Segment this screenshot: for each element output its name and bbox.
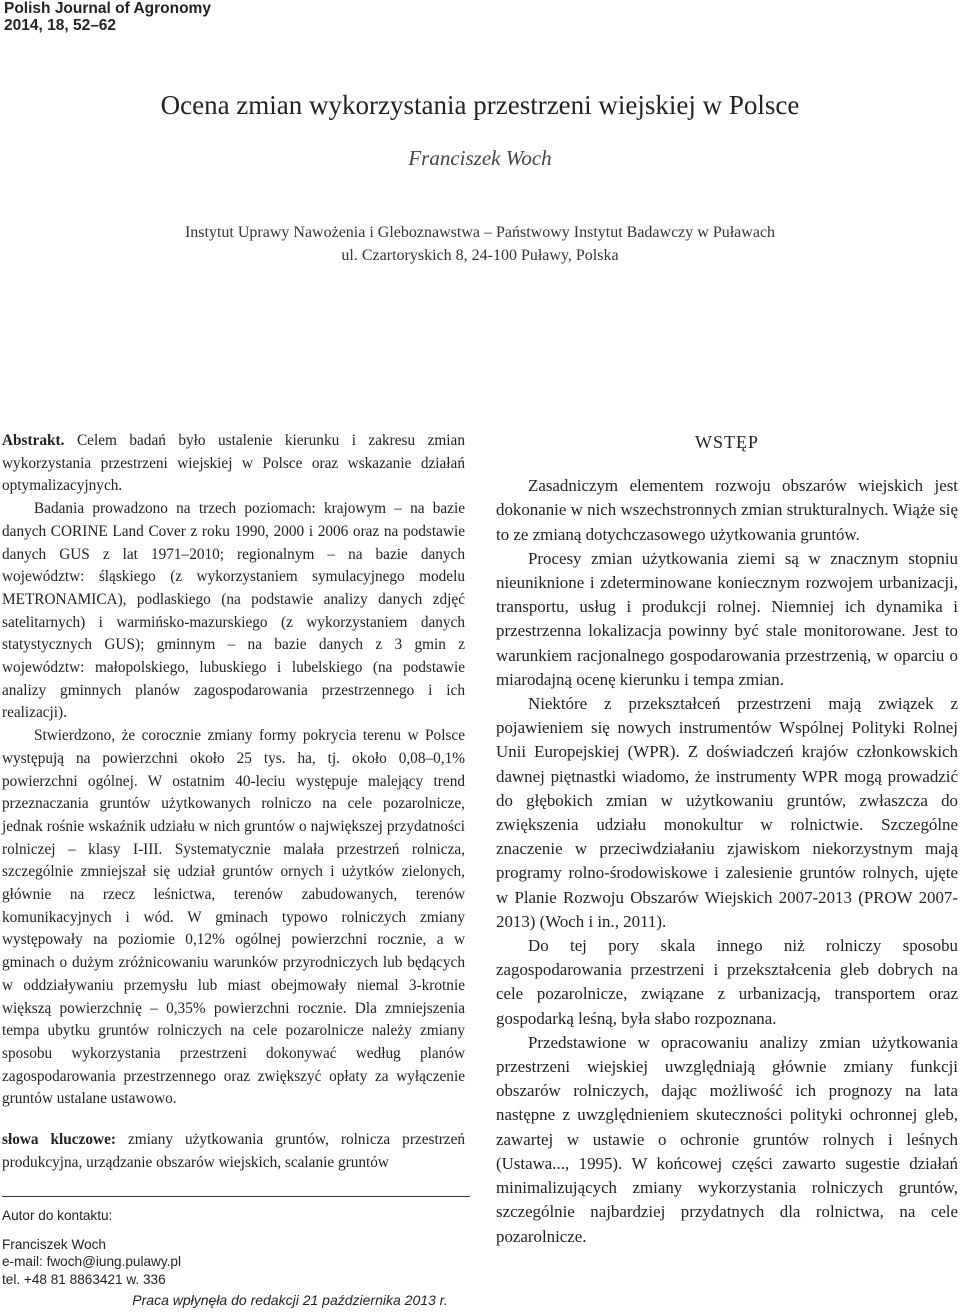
received-note: Praca wpłynęła do redakcji 21 października 2013 r. (132, 1292, 448, 1308)
contact-name: Franciszek Woch (2, 1236, 106, 1252)
affiliation (0, 221, 960, 267)
journal-issue: 2014, 18, 52–62 (4, 17, 117, 34)
affiliation-line-2: ul. Czartoryskich 8, 24-100 Puławy, Polska (341, 247, 619, 264)
contact-block (2, 1196, 472, 1288)
abstract-paragraph-3: Stwierdzono, że corocznie zmiany formy pokrycia terenu w Polsce występują na powierzchni około 25 tys. ha, tj. około 0,08–0,1% powierzchni ogólnej. W ostatnim 40-leciu występuje malejący trend przeznaczania gruntów użytkowanych rolniczo na cele pozarolnicze, jednak rośnie wskaźnik udziału w nich gruntów o największej przydatności rolniczej – klasy I-III. Systematycznie malała przestrzeń rolnicza, szczególnie zmniejszał się udział gruntów ornych i użytków zielonych, głównie na rzecz leśnictwa, terenów zabudowanych, terenów komunikacyjnych i wód. W gminach typowo rolniczych zmiany występowały na poziomie 0,12% ogólnej powierzchni rocznie, a w gminach o dużym zróżnicowaniu warunków przyrodniczych lub będących w oddziaływaniu przemysłu lub miast obejmowały niemal 3-krotnie większą powierzchnię – 0,35% powierzchni rocznie. Dla zmniejszenia tempa ubytku gruntów rolniczych na cele pozarolnicze należy zmiany sposobu wykorzystania przestrzeni dokonywać według planów zagospodarowania przestrzennego oraz zwiększyć opłaty za wyłączenie gruntów ustalane ustawowo. (2, 727, 465, 1108)
abstract-text-1: Celem badań było ustalenie kierunku i zakresu zmian wykorzystania przestrzeni wiejskiej w Polsce oraz wskazanie działań optymalizacyjnych. (2, 432, 465, 495)
intro-paragraph-5: Przedstawione w opracowaniu analizy zmian użytkowania przestrzeni wiejskiej uwzględniają głównie zmiany funkcji obszarów rolniczych, dając możliwość ich prognozy na lata następne z uwzględnieniem skuteczności polityki ochronnej gleb, zawartej w ustawie o ochronie gruntów rolnych i leśnych (Ustawa..., 1995). W końcowej części zawarto sugestie działań minimalizujących zmiany wykorzystania rolniczych gruntów, szczególnie najbardziej przydatnych dla rolnictwa, na cele pozarolnicze. (496, 1032, 958, 1246)
keywords-label: słowa kluczowe: (2, 1131, 116, 1149)
abstract-paragraph-1 (2, 430, 465, 498)
intro-paragraph-4: Do tej pory skala innego niż rolniczy sposobu zagospodarowania przestrzeni i przekształcenia gleb dobrych na cele pozarolnicze, związane z urbanizacją, transportem oraz gospodarką leśną, była słabo rozpoznana. (496, 936, 958, 1028)
intro-paragraph-1: Zasadniczym elementem rozwoju obszarów wiejskich jest dokonanie w nich wszechstronnych zmian strukturalnych. Wiąże się to ze zmianą dotychczasowego użytkowania gruntów. (496, 476, 958, 544)
keywords (2, 1129, 465, 1174)
journal-name: Polish Journal of Agronomy (4, 0, 211, 17)
section-heading: WSTĘP (694, 432, 759, 452)
intro-paragraph-3: Niektóre z przekształceń przestrzeni mają związek z pojawieniem się nowych instrumentów Wspólnej Polityki Rolnej Unii Europejskiej (WPR). Z doświadczeń krajów członkowskich dawnej piętnastki wiadomo, że instrumenty WPR mogą prowadzić do głębokich zmian w użytkowaniu gruntów, zwłaszcza do zwiększenia udziału monokultur w rolnictwie. Szczególne znaczenie w przeciwdziałaniu zjawiskom niekorzystnym mają programy rolno-środowiskowe i zalesienie gruntów rolnych, ujęte w Planie Rozwoju Obszarów Wiejskich 2007-2013 (PROW 2007-2013) (Woch i in., 2011). (496, 694, 958, 931)
contact-label: Autor do kontaktu: (2, 1208, 113, 1223)
journal-header (4, 0, 211, 34)
abstract-label: Abstrakt. (2, 432, 65, 449)
contact-phone: tel. +48 81 8863421 w. 336 (2, 1271, 166, 1287)
intro-paragraph-2: Procesy zmian użytkowania ziemi są w znacznym stopniu nieuniknione i zdeterminowane koniecznym rozwojem urbanizacji, transportu, usług i produkcji rolnej. Niemniej ich dynamika i przestrzenna lokalizacja powinny być stale monitorowane. Jest to warunkiem racjonalnego gospodarowania przestrzenią, w oparciu o miarodajną ocenę kierunku i tempa zmian. (496, 548, 958, 689)
contact-email: e-mail: fwoch@iung.pulawy.pl (2, 1254, 182, 1269)
contact-divider (2, 1196, 470, 1197)
article-title: Ocena zmian wykorzystania przestrzeni wiejskiej w Polsce (160, 90, 800, 120)
abstract-column (2, 430, 465, 1175)
article-author: Franciszek Woch (408, 146, 552, 170)
introduction-column (496, 430, 958, 1249)
keywords-text: zmiany użytkowania gruntów, rolnicza przestrzeń produkcyjna, urządzanie obszarów wiejskich, scalanie gruntów (2, 1131, 466, 1171)
affiliation-line-1: Instytut Uprawy Nawożenia i Gleboznawstwa – Państwowy Instytut Badawczy w Puławach (184, 224, 776, 241)
abstract-paragraph-2: Badania prowadzono na trzech poziomach: krajowym – na bazie danych CORINE Land Cover z roku 1990, 2000 i 2006 oraz na podstawie danych GUS z lat 1971–2010; regionalnym – na bazie danych województw: śląskiego (z wykorzystaniem symulacyjnego modelu METRONAMICA), podlaskiego (na podstawie analizy danych zdjęć satelitarnych) i warmińsko-mazurskiego (z wykorzystaniem danych statystycznych GUS); gminnym – na bazie danych z 3 gmin z województw: małopolskiego, lubuskiego i lubelskiego (na podstawie analizy gminnych planów zagospodarowania przestrzennego i ich realizacji). (2, 500, 465, 722)
